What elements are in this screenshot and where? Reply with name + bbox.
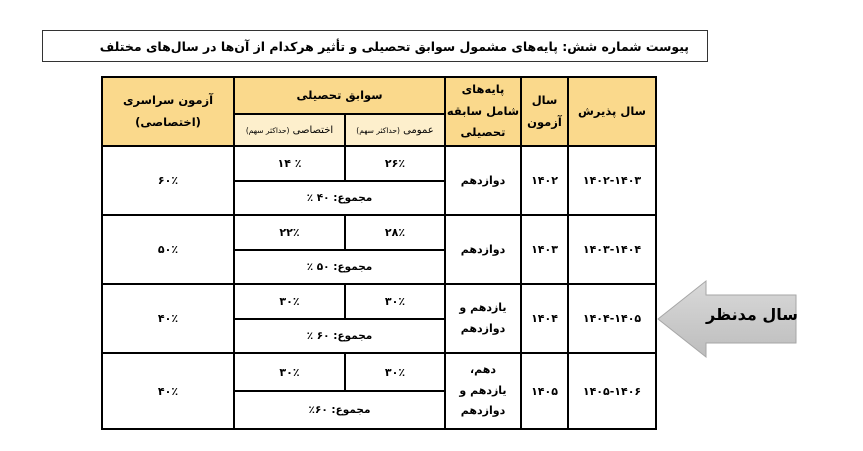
header-specialized bbox=[234, 114, 345, 146]
header-records: سوابق تحصیلی bbox=[234, 77, 445, 114]
cell-total: مجموع: ۵۰ ٪ bbox=[234, 250, 445, 284]
cell-exam-year: ۱۴۰۵ bbox=[521, 353, 568, 429]
cell-admission-year: ۱۴۰۳-۱۴۰۴ bbox=[568, 215, 656, 284]
header-national-exam-line1: آزمون سراسری bbox=[122, 92, 214, 107]
cell-admission-year: ۱۴۰۲-۱۴۰۳ bbox=[568, 146, 656, 215]
header-general bbox=[345, 114, 445, 146]
table-row bbox=[102, 353, 656, 391]
cell-exam-year: ۱۴۰۲ bbox=[521, 146, 568, 215]
cell-specialized: ۲۲٪ bbox=[234, 215, 345, 250]
header-exam-year: سال آزمون bbox=[521, 77, 568, 146]
page-title: پیوست شماره شش: پایه‌های مشمول سوابق تحصیلی و تأثیر هرکدام از آن‌ها در سال‌های مختلف bbox=[42, 30, 708, 62]
header-specialized-label: اختصاصی bbox=[292, 124, 334, 136]
cell-exam-year: ۱۴۰۳ bbox=[521, 215, 568, 284]
records-table bbox=[101, 76, 657, 430]
header-national-exam bbox=[102, 77, 234, 146]
cell-national-exam: ۶۰٪ bbox=[102, 146, 234, 215]
cell-total: مجموع: ۴۰ ٪ bbox=[234, 181, 445, 215]
callout-label: سال مدنظر bbox=[706, 305, 798, 324]
header-general-label: عمومی bbox=[403, 124, 434, 136]
table-row bbox=[102, 284, 656, 319]
cell-grades: دوازدهم bbox=[445, 215, 521, 284]
cell-specialized: ۳۰٪ bbox=[234, 284, 345, 319]
cell-admission-year: ۱۴۰۴-۱۴۰۵ bbox=[568, 284, 656, 353]
cell-general: ۳۰٪ bbox=[345, 353, 445, 391]
cell-general: ۲۶٪ bbox=[345, 146, 445, 181]
header-specialized-note: (حداکثر سهم) bbox=[245, 125, 290, 135]
cell-grades: یازدهم و دوازدهم bbox=[445, 284, 521, 353]
cell-grades: دوازدهم bbox=[445, 146, 521, 215]
header-grades: پایه‌های شامل سابقه تحصیلی bbox=[445, 77, 521, 146]
cell-specialized: ٪ ۱۴ bbox=[234, 146, 345, 181]
cell-general: ۲۸٪ bbox=[345, 215, 445, 250]
cell-grades: دهم، یازدهم و دوازدهم bbox=[445, 353, 521, 429]
cell-total: مجموع: ۶۰٪ bbox=[234, 391, 445, 429]
table-row bbox=[102, 146, 656, 181]
header-admission-year: سال پذیرش bbox=[568, 77, 656, 146]
header-general-note: (حداکثر سهم) bbox=[356, 125, 400, 135]
table-row bbox=[102, 215, 656, 250]
cell-national-exam: ۵۰٪ bbox=[102, 215, 234, 284]
cell-admission-year: ۱۴۰۵-۱۴۰۶ bbox=[568, 353, 656, 429]
cell-general: ۳۰٪ bbox=[345, 284, 445, 319]
cell-national-exam: ۴۰٪ bbox=[102, 284, 234, 353]
header-national-exam-line2: (اختصاصی) bbox=[135, 114, 201, 129]
cell-specialized: ۳۰٪ bbox=[234, 353, 345, 391]
cell-exam-year: ۱۴۰۴ bbox=[521, 284, 568, 353]
cell-national-exam: ۴۰٪ bbox=[102, 353, 234, 429]
cell-total: مجموع: ۶۰ ٪ bbox=[234, 319, 445, 353]
